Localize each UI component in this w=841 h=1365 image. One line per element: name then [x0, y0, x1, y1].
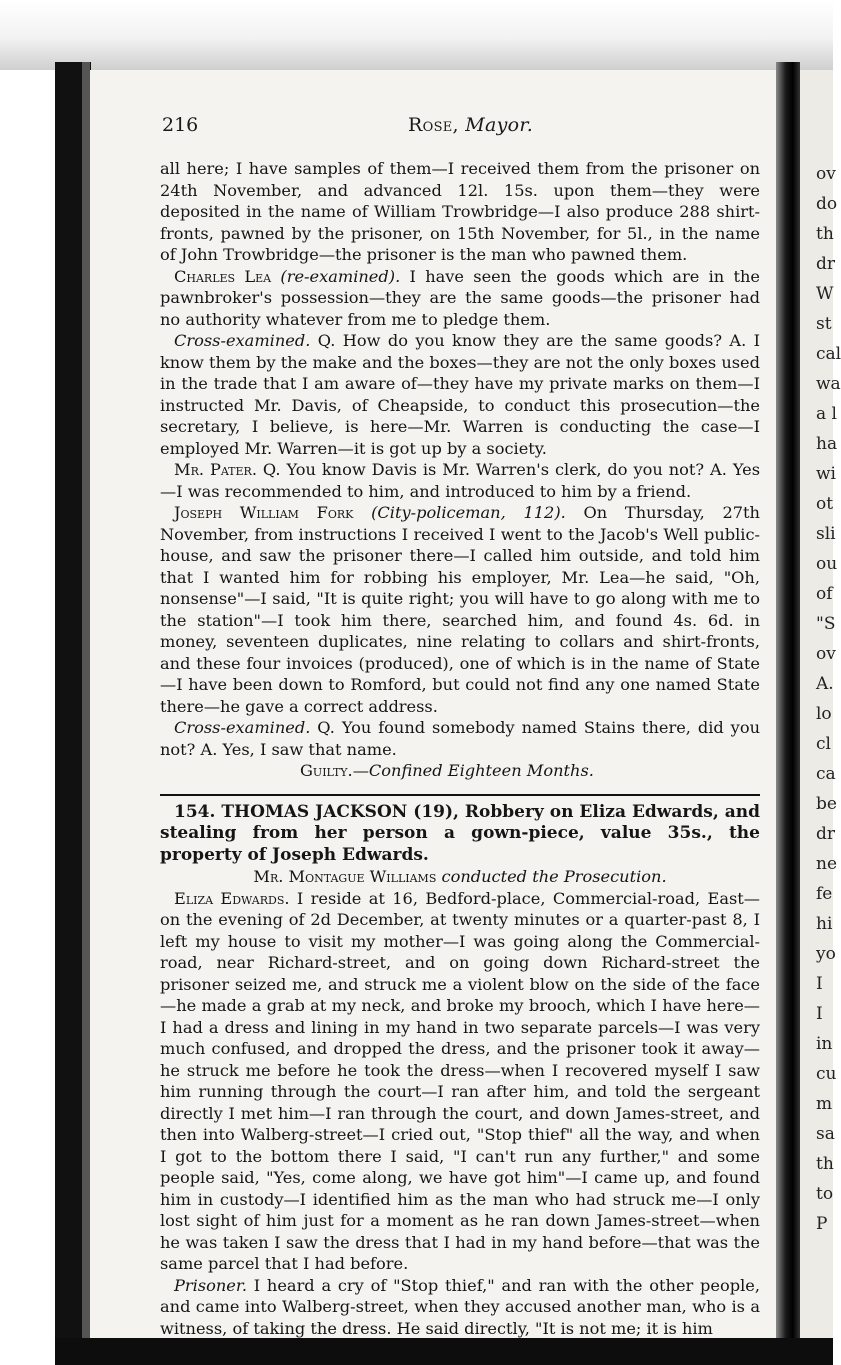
facing-page-fragment: W: [816, 284, 834, 304]
testimony: Q. How do you know they are the same goods? A. I know them by the make and the boxes—they are not the only boxes used in the trade that I am aware of—they have my private marks on them—I instructed Mr. Davis, of Cheapside, to conduct this prosecution—the secretary, I believe, is here—Mr. Warren is conducting the case—I employed Mr. Warren—it is got up by a society.: [160, 331, 760, 458]
paragraph: all here; I have samples of them—I received them from the prisoner on 24th November, and advanced 12l. 15s. upon them—they were deposited in the name of William Trowbridge—I also produce 288 shirt-fronts, pawned by the prisoner, on 15th November, for 5l., in the name of John Trowbridge—the prisoner is the man who pawned them.: [160, 159, 760, 264]
facing-page-fragment: ne: [816, 854, 838, 874]
testimony: Q. You know Davis is Mr. Warren's clerk, do you not? A. Yes—I was recommended to him, and introduced to him by a friend.: [160, 460, 760, 501]
witness-note: (re-examined).: [280, 266, 401, 286]
section-label: Cross-examined.: [174, 331, 311, 350]
facing-page-fragment: do: [816, 194, 838, 214]
facing-page-fragment: cl: [816, 734, 831, 754]
facing-page-fragment: ov: [816, 164, 836, 184]
paragraph: [160, 717, 760, 760]
facing-page-fragment: in: [816, 1034, 833, 1054]
paragraph: [160, 459, 760, 502]
facing-page-fragment: m: [816, 1094, 833, 1114]
facing-page-fragment: ca: [816, 764, 836, 784]
running-head-name: Rose,: [408, 114, 459, 136]
facing-page-fragment: ov: [816, 644, 836, 664]
facing-page-fragment: I: [816, 974, 823, 994]
facing-page-fragment: A.: [816, 674, 834, 694]
section-label: Cross-examined.: [174, 718, 311, 737]
facing-page-fragment: cal: [816, 344, 841, 364]
paragraph: [160, 502, 760, 717]
witness-name: Joseph William Fork: [174, 503, 354, 522]
verdict: [160, 760, 760, 782]
testimony: I have seen the goods which are in the pawnbroker's possession—they are the same goods—the prisoner had no authority whatever from me to pledge them.: [160, 266, 760, 329]
facing-page-fragment: "S: [816, 614, 836, 634]
case-divider: [160, 794, 760, 796]
paragraph: [160, 1275, 760, 1340]
counsel-text: conducted the Prosecution.: [436, 867, 667, 886]
facing-page-fragment: ha: [816, 434, 838, 454]
facing-page-fragment: st: [816, 314, 832, 334]
running-head-title: Mayor.: [465, 114, 534, 136]
verdict-word: Guilty.: [300, 761, 353, 780]
book-gutter: [776, 62, 800, 1352]
speaker-name: Mr. Pater.: [174, 460, 257, 479]
verdict-sentence: —Confined Eighteen Months.: [352, 761, 594, 780]
case-title: 154. THOMAS JACKSON (19), Robbery on Eliza Edwards, and stealing from her person a gown-piece, value 35s., the property of Joseph Edwards.: [160, 801, 760, 865]
page-number: 216: [162, 114, 199, 136]
facing-page-fragment: fe: [816, 884, 833, 904]
facing-page-fragment: lo: [816, 704, 832, 724]
witness-name: Eliza Edwards.: [174, 888, 290, 908]
running-head: [408, 114, 533, 136]
facing-page-fragment: wa: [816, 374, 841, 394]
facing-page-fragment: dr: [816, 254, 836, 274]
facing-page-fragment: sli: [816, 524, 836, 544]
facing-page-fragment: to: [816, 1184, 834, 1204]
counsel-name: Mr. Montague Williams: [253, 867, 437, 886]
counsel-line: [160, 866, 760, 888]
section-label: Prisoner.: [174, 1275, 247, 1295]
testimony: Q. You found somebody named Stains there, did you not? A. Yes, I saw that name.: [160, 718, 760, 759]
facing-page-fragment: yo: [816, 944, 836, 964]
paragraph: [160, 330, 760, 459]
facing-page-fragment: a l: [816, 404, 837, 424]
witness-note: (City-policeman, 112).: [371, 503, 566, 522]
facing-page-fragment: dr: [816, 824, 836, 844]
testimony: On Thursday, 27th November, from instructions I received I went to the Jacob's Well public-house, and saw the prisoner there—I called him outside, and told him that I wanted him for robbing his employer, Mr. Lea—he said, "Oh, nonsense"—I said, "It is quite right; you will have to go along with me to the station"—I took him there, searched him, and found 4s. 6d. in money, seventeen duplicates, nine relating to collars and shirt-fronts, and these four invoices (produced), one of which is in the name of State—I have been down to Romford, but could not find any one named State there—he gave a correct address.: [160, 503, 760, 716]
facing-page-fragment: th: [816, 224, 834, 244]
paragraph: [160, 266, 760, 331]
scan-margin: [0, 0, 833, 70]
facing-page-fragment: sa: [816, 1124, 835, 1144]
testimony: I reside at 16, Bedford-place, Commercial-road, East—on the evening of 2d December, at twenty minutes or a quarter-past 8, I left my house to visit my mother—I was going along the Commercial-road, near Richard-street, and on going down Richard-street the prisoner seized me, and struck me a violent blow on the side of the face—he made a grab at my neck, and broke my brooch, which I have here—I had a dress and lining in my hand in two separate parcels—I was very much confused, and dropped the dress, and the prisoner took it away—he struck me before he took the dress—when I recovered myself I saw him running through the court—I ran after him, and told the sergeant directly I met him—I ran through the court, and down James-street, and then into Walberg-street—I cried out, "Stop thief" all the way, and when I got to the bottom there I said, "I can't run any further," and some people said, "Yes, come along, we have got him"—I came up, and found him in custody—I identified him as the man who had struck me—I only lost sight of him just for a moment as he ran down James-street—when he was taken I saw the dress that I had in my hand before—that was the same parcel that I had before.: [160, 888, 760, 1273]
facing-page-fragment: wi: [816, 464, 836, 484]
testimony: I heard a cry of "Stop thief," and ran with the other people, and came into Walberg-street, when they accused another man, who is a witness, of taking the dress. He said directly, "It is not me; it is him: [160, 1275, 760, 1338]
page-body: [160, 158, 760, 1339]
facing-page-fragment: be: [816, 794, 837, 814]
page-header: [160, 114, 760, 142]
witness-name: Charles Lea: [174, 266, 272, 286]
book-binding-bottom: [55, 1338, 833, 1365]
facing-page-fragment: cu: [816, 1064, 837, 1084]
facing-page-fragment: P: [816, 1214, 828, 1234]
paragraph: [160, 888, 760, 1275]
facing-page-fragment: ot: [816, 494, 834, 514]
facing-page-fragment: ou: [816, 554, 838, 574]
facing-page-edge: [800, 70, 841, 1338]
facing-page-fragment: th: [816, 1154, 834, 1174]
book-binding-shadow: [82, 62, 90, 1365]
facing-page-fragment: I: [816, 1004, 823, 1024]
facing-page-fragment: of: [816, 584, 833, 604]
facing-page-fragment: hi: [816, 914, 833, 934]
